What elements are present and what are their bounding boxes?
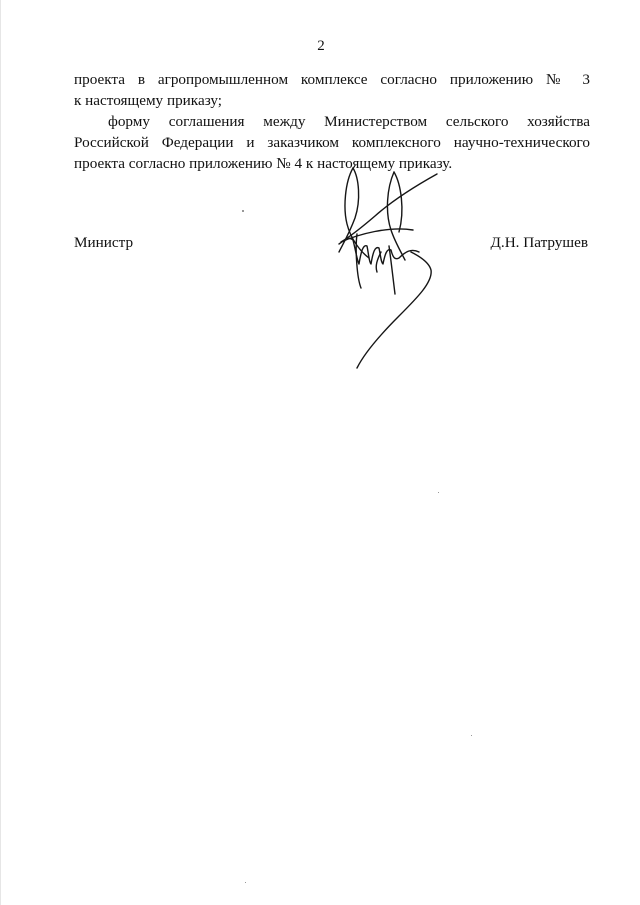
handwritten-signature (319, 160, 449, 375)
signature-stroke (376, 252, 381, 272)
signature-stroke (341, 174, 437, 242)
scan-speck (438, 492, 439, 493)
signatory-position: Министр (74, 234, 134, 251)
paragraph-line: Российской Федерации и заказчиком комплексного научно-технического (74, 134, 590, 151)
scan-speck (242, 210, 244, 212)
scan-speck (245, 882, 246, 883)
paragraph-continuation (74, 69, 590, 111)
page-number: 2 (317, 38, 325, 54)
paragraph-line: к настоящему приказу; (74, 92, 222, 109)
signature-stroke (339, 238, 419, 264)
signature-stroke (394, 172, 402, 232)
paragraph-line: форму соглашения между Министерством сельского хозяйства (108, 113, 590, 130)
paragraph-line: проекта согласно приложению № 4 к настоящему приказу. (74, 155, 453, 172)
signatory-name: Д.Н. Патрушев (490, 234, 588, 251)
paragraph-line: проекта в агропромышленном комплексе согласно приложению № 3 (74, 71, 590, 88)
signature-stroke (357, 252, 431, 368)
scan-speck (471, 735, 472, 736)
